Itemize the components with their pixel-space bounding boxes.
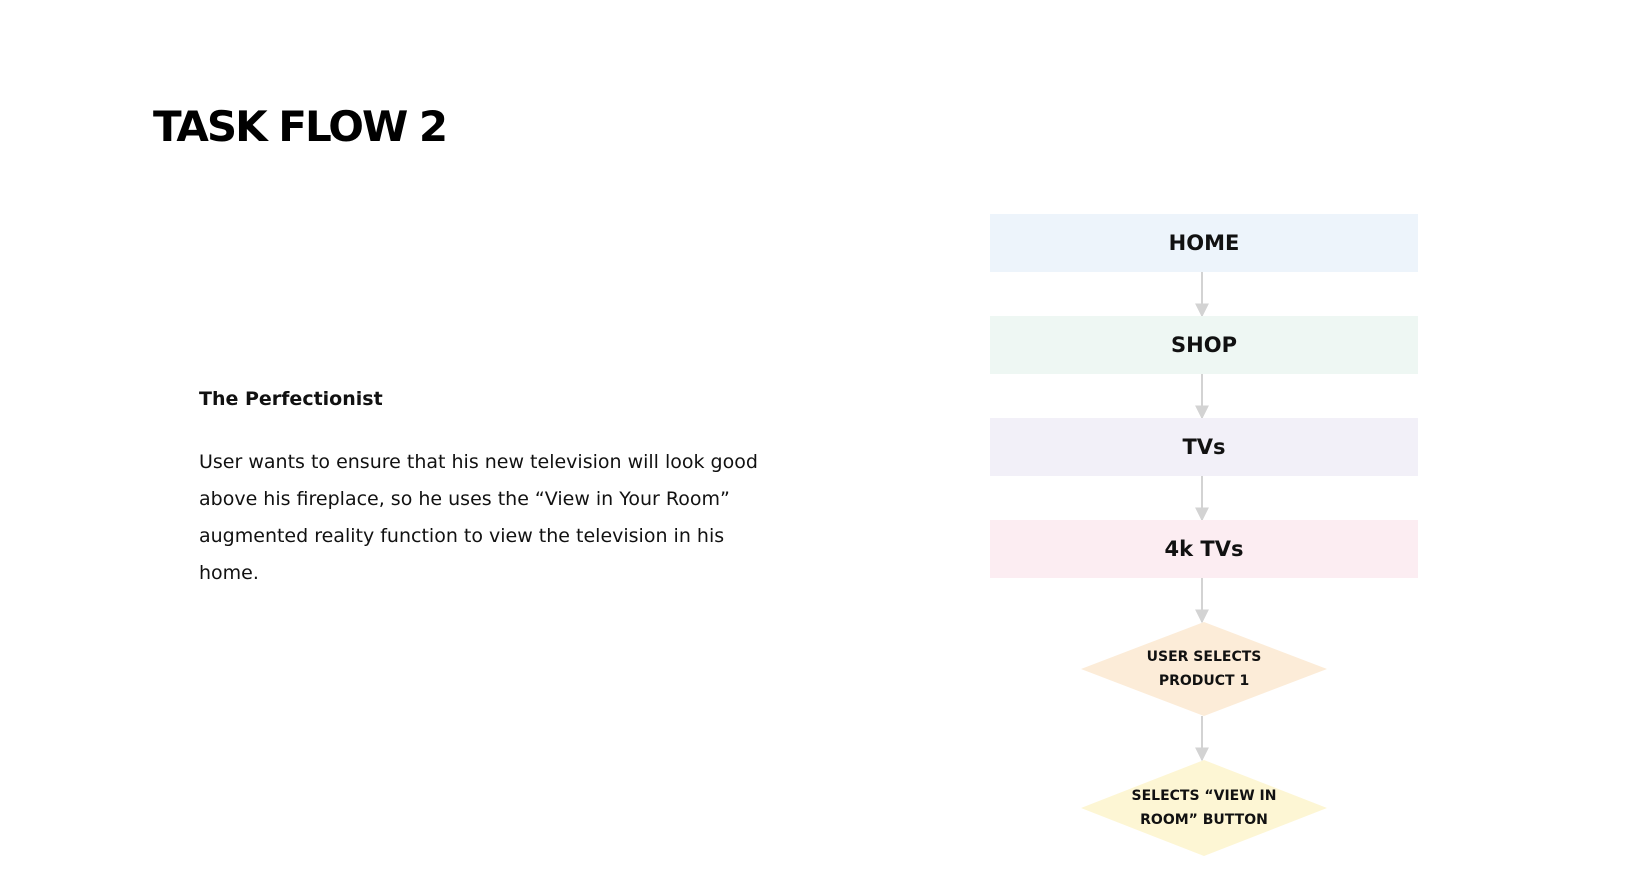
flow-step-tvs-label: TVs — [1182, 435, 1226, 459]
page-title: TASK FLOW 2 — [153, 102, 447, 151]
flow-step-user-selects-product-label-line-2: PRODUCT 1 — [1158, 673, 1250, 689]
persona-name: The Perfectionist — [199, 388, 383, 410]
flow-step-4k-tvs — [990, 520, 1418, 578]
flow-step-home — [990, 214, 1418, 272]
flow-step-selects-view-in-room-label-line-2: ROOM” BUTTON — [1140, 812, 1268, 828]
flow-step-shop-label: SHOP — [1171, 333, 1237, 357]
flow-step-selects-view-in-room-label-line-1: SELECTS “VIEW IN — [1131, 788, 1277, 804]
flow-step-selects-view-in-room — [1081, 760, 1327, 856]
flow-step-home-label: HOME — [1168, 231, 1240, 255]
flow-step-selects-view-in-room-diamond — [1081, 760, 1327, 856]
flow-step-shop — [990, 316, 1418, 374]
flow-step-user-selects-product — [1081, 622, 1327, 716]
flow-step-4k-tvs-label: 4k TVs — [1164, 537, 1244, 561]
persona-description: User wants to ensure that his new television will look good above his fireplace, so he uses the “View in Your Room” augmented reality function to view the television in his home. — [199, 451, 758, 584]
flow-step-user-selects-product-diamond — [1081, 622, 1327, 716]
flow-step-tvs — [990, 418, 1418, 476]
flow-step-user-selects-product-label-line-1: USER SELECTS — [1146, 649, 1262, 665]
